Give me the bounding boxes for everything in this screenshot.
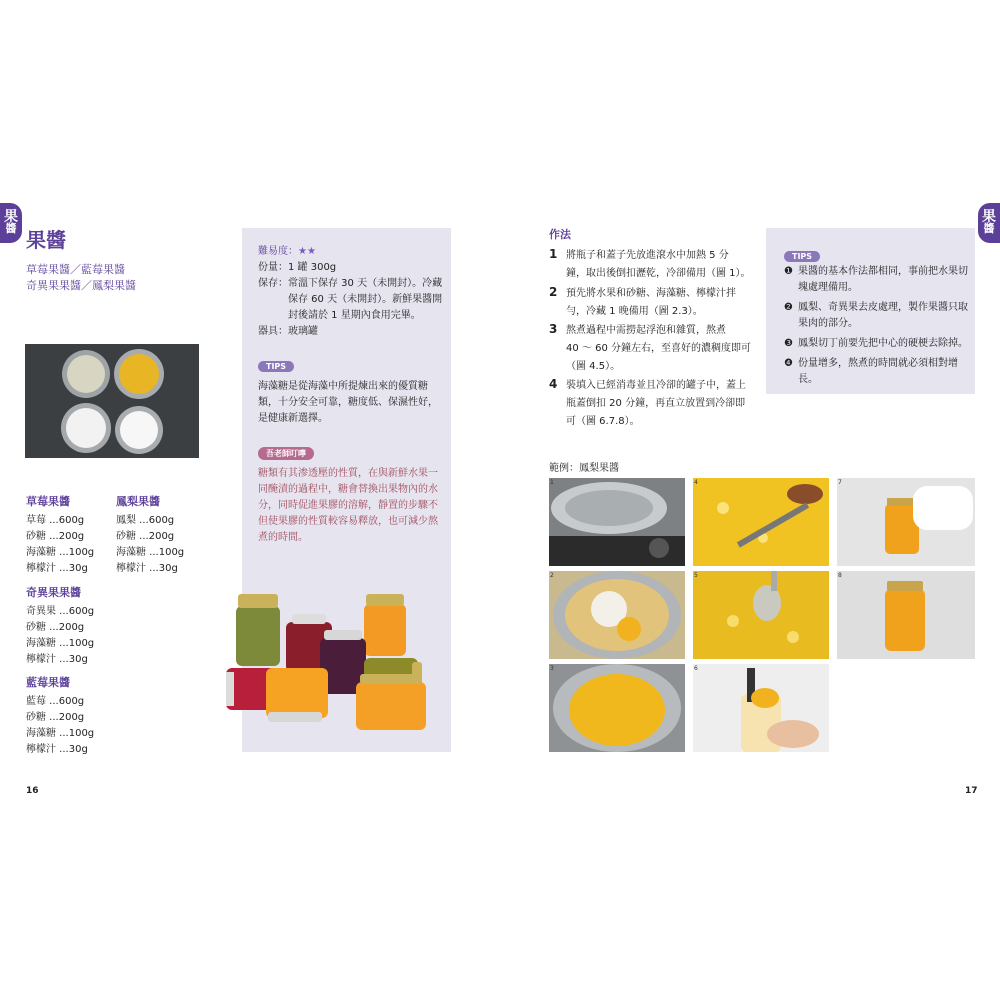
teacher-note-line: 同醃漬的過程中，糖會替換出果物內的水 [258,484,438,495]
step-photo-3 [549,664,685,752]
ingredient-line: 砂糖 ...200g [26,531,85,542]
teacher-note-line: 糖類有其渗透壓的性質，在與新鮮水果一 [258,468,438,479]
step-line: （圖 4.5）。 [566,361,621,372]
ingredient-line: 檸檬汁 ...30g [26,563,88,574]
tip-line: 塊處理備用。 [798,282,858,293]
tip-line: 份量增多，熬煮的時間就必須相對增 [798,358,958,369]
difficulty-row [258,244,444,260]
tips-chip: TIPS [784,251,820,262]
tip-bullet: ❹ [784,358,793,369]
step-photo-1 [549,478,685,566]
ingredient-line: 檸檬汁 ...30g [116,563,178,574]
category-tab-right [978,203,1000,243]
step-line: 瓶蓋倒扣 20 分鐘，再直立放置到冷卻即 [566,398,746,409]
ingredient-line: 檸檬汁 ...30g [26,654,88,665]
ingredient-group-title: 奇異果果醬 [26,586,81,599]
difficulty-label: 難易度： [258,246,298,257]
ingredient-group-title: 草莓果醬 [26,495,70,508]
photo-number: 2 [550,572,554,579]
teacher-note-line: 分，同時促進果膠的溶解，靜置的步驟不 [258,500,438,511]
photo-number: 3 [550,665,554,672]
step-number: 4 [549,377,558,391]
step-photo-6 [693,664,829,752]
storage-row [258,276,444,324]
tip-bullet: ❶ [784,266,793,277]
tip-bullet: ❷ [784,302,793,313]
tip-line: 果肉的部分。 [798,318,858,329]
step-line: 40 ～ 60 分鐘左右，至喜好的濃稠度即可 [566,343,751,354]
tab-char-2: 醬 [983,222,995,235]
storage-label: 保存： [258,278,288,289]
tip-line: 果醬的基本作法都相同，事前把水果切 [798,266,968,277]
ingredient-line: 海藻糖 ...100g [26,638,95,649]
step-line: 裝填入已經消毒並且冷卻的罐子中，蓋上 [566,380,746,391]
step-text [566,377,756,431]
teacher-note-line: 但使果膠的性質較容易釋放，也可減少熬 [258,516,438,527]
step-line: 鐘，取出後倒扣瀝乾，冷卻備用（圖 1）。 [566,268,751,279]
difficulty-stars: ★★ [298,246,316,257]
ingredient-line: 海藻糖 ...100g [26,547,95,558]
step-text [566,247,756,283]
tips-chip: TIPS [258,361,294,372]
tips-line: 是健康新選擇。 [258,413,328,424]
page-title: 果醬 [26,228,66,252]
step-line: 可（圖 6.7.8）。 [566,416,640,427]
jam-jars-photo [226,588,438,738]
ingredient-group-pineapple [116,493,184,577]
step-number: 3 [549,322,558,336]
photo-number: 5 [694,572,698,579]
ingredient-group-strawberry [26,493,94,577]
step-photo-2 [549,571,685,659]
photo-number: 6 [694,665,698,672]
step-text [566,285,756,321]
portion-text: 份量：1 罐 300g [258,262,337,273]
photo-number: 8 [838,572,842,579]
step-line: 將瓶子和蓋子先放進滾水中加熱 5 分 [566,250,729,261]
ingredient-line: 奇異果 ...600g [26,606,95,617]
ingredient-group-kiwi [26,584,94,668]
step-photo-4 [693,478,829,566]
method-title: 作法 [549,228,571,241]
ingredient-line: 砂糖 ...200g [116,531,175,542]
ingredient-line: 海藻糖 ...100g [116,547,185,558]
teacher-note-chip: 吾老師叮嚀 [258,447,314,460]
step-number: 1 [549,247,558,261]
tip-line: 鳳梨切丁前要先把中心的硬梗去除掉。 [798,338,968,349]
tips-panel [766,228,975,394]
step-number: 2 [549,285,558,299]
tips-line: 類，十分安全可靠，糖度低、保濕性好， [258,397,438,408]
photo-number: 1 [550,479,554,486]
step-photo-5 [693,571,829,659]
photo-number: 4 [694,479,698,486]
tab-char-1: 果 [4,209,18,225]
ingredient-line: 海藻糖 ...100g [26,728,95,739]
tip-bullet: ❸ [784,338,793,349]
step-text [566,322,756,376]
step-line: 熬煮過程中需撈起浮泡和雜質，熬煮 [566,325,726,336]
step-line: 預先將水果和砂糖、海藻糖、檸檬汁拌 [566,288,736,299]
tab-char-1: 果 [982,209,996,225]
ingredient-line: 藍莓 ...600g [26,696,85,707]
storage-line: 常溫下保存 30 天（未開封）。冷藏 [288,278,443,289]
teacher-note-line: 煮的時間。 [258,532,308,543]
step-photo-8 [837,571,975,659]
page-number-left: 16 [26,786,39,796]
container-text: 器具：玻璃罐 [258,326,318,337]
ingredient-line: 砂糖 ...200g [26,712,85,723]
step-line: 勻，冷藏 1 晚備用（圖 2.3）。 [566,306,703,317]
subtitle-line-1: 草莓果醬／藍莓果醬 [26,263,125,276]
ingredient-line: 鳳梨 ...600g [116,515,175,526]
ingredient-group-title: 藍莓果醬 [26,676,70,689]
page-number-right: 17 [965,786,978,796]
photo-number: 7 [838,479,842,486]
ingredients-photo [25,344,199,458]
tip-line: 鳳梨、奇異果去皮處理，製作果醬只取 [798,302,968,313]
tab-char-2: 醬 [5,222,17,235]
ingredient-line: 砂糖 ...200g [26,622,85,633]
category-tab-left [0,203,22,243]
tips-line: 海藻糖是從海藻中所提煉出來的優質糖 [258,381,428,392]
storage-line: 封後請於 1 星期內食用完畢。 [288,310,421,321]
ingredient-line: 草莓 ...600g [26,515,85,526]
tip-item [784,264,970,388]
ingredient-group-blueberry [26,674,94,758]
ingredient-group-title: 鳳梨果醬 [116,495,160,508]
ingredient-line: 檸檬汁 ...30g [26,744,88,755]
subtitle-line-2: 奇異果果醬／鳳梨果醬 [26,279,136,292]
tip-line: 長。 [798,374,818,385]
storage-line: 保存 60 天（未開封）。新鮮果醬開 [288,294,443,305]
example-label: 範例：鳳梨果醬 [549,463,619,474]
step-photo-7 [837,478,975,566]
